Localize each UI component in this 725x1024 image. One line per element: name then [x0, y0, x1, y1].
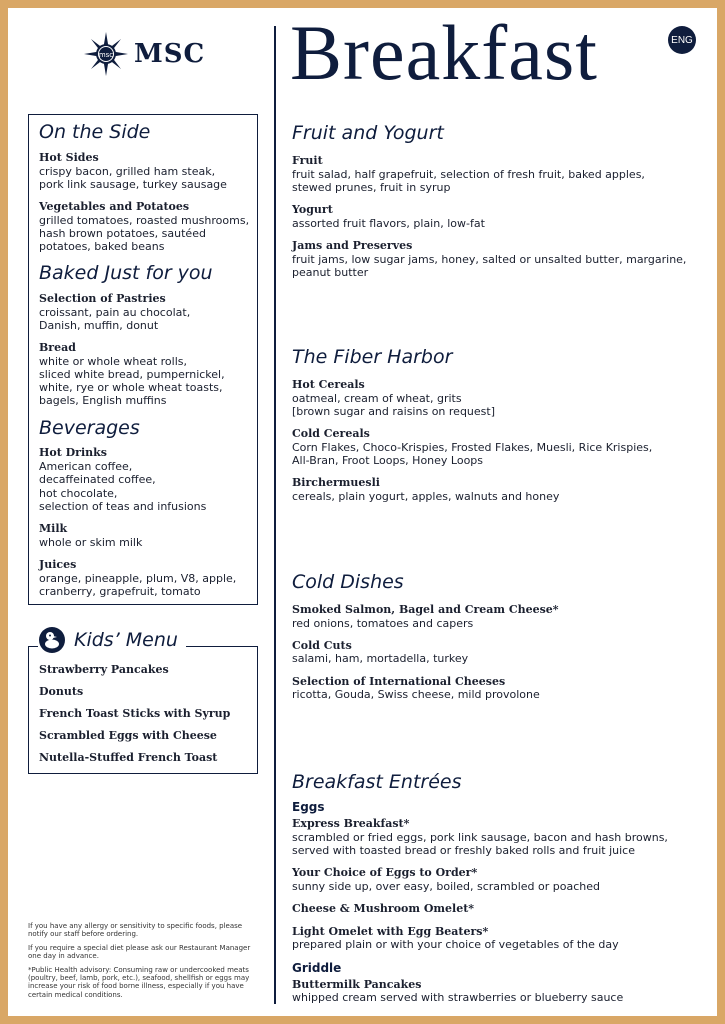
menu-item [39, 446, 254, 513]
menu-item-desc: ricotta, Gouda, Swiss cheese, mild provolone [292, 688, 540, 702]
menu-item-title: Hot Sides [39, 150, 99, 164]
brand-name: MSC [134, 39, 206, 69]
kids-menu-item: Strawberry Pancakes [39, 663, 169, 676]
menu-item-desc: orange, pineapple, plum, V8, apple, cranberry, grapefruit, tomato [39, 571, 237, 598]
page-title: Breakfast [290, 9, 598, 96]
menu-item [292, 427, 707, 467]
menu-item-title: Selection of International Cheeses [292, 674, 506, 688]
section-title: The Fiber Harbor [292, 346, 453, 368]
section-title: On the Side [39, 121, 151, 143]
menu-item [292, 378, 707, 418]
disclaimer [28, 922, 260, 1004]
menu-item-desc: fruit jams, low sugar jams, honey, salted or unsalted butter, margarine, peanut butter [292, 252, 687, 279]
menu-item-title: Your Choice of Eggs to Order* [292, 865, 478, 879]
left-column [39, 121, 254, 607]
svg-text:msc: msc [98, 51, 114, 59]
menu-item [292, 639, 707, 666]
menu-item-title: Bread [39, 341, 76, 355]
menu-item-title: Buttermilk Pancakes [292, 977, 422, 991]
kids-menu-item: Donuts [39, 685, 84, 698]
menu-item-title: Juices [39, 557, 77, 571]
subsection-eggs: Eggs [292, 799, 325, 814]
menu-item [292, 239, 707, 279]
msc-logo [82, 30, 205, 78]
section-title: Baked Just for you [39, 262, 213, 285]
menu-item [292, 866, 707, 893]
menu-item-title: Cold Cuts [292, 638, 352, 652]
menu-item-desc: cereals, plain yogurt, apples, walnuts and honey [292, 489, 560, 503]
kids-menu-header [38, 626, 186, 654]
left-menu-box [28, 114, 258, 605]
disclaimer-paragraph: *Public Health advisory: Consuming raw or undercooked meats (poultry, beef, lamb, pork, etc.), seafood, shellfish or eggs may increase your risk of food borne illness, especially if you have certain medical conditions. [28, 965, 250, 999]
menu-item-desc: sunny side up, over easy, boiled, scrambled or poached [292, 879, 600, 893]
kids-menu-item: Scrambled Eggs with Cheese [39, 729, 217, 742]
menu-item-title: Vegetables and Potatoes [39, 199, 190, 213]
menu-item-desc: fruit salad, half grapefruit, selection of fresh fruit, baked apples, stewed prunes, fruit in syrup [292, 167, 645, 194]
menu-item [292, 817, 707, 857]
kids-menu-item: French Toast Sticks with Syrup [39, 707, 231, 720]
section-fruit-yogurt [292, 122, 707, 288]
menu-item [292, 978, 707, 1005]
menu-item [292, 203, 707, 230]
menu-item-desc: prepared plain or with your choice of vegetables of the day [292, 938, 619, 952]
menu-item-desc: croissant, pain au chocolat, Danish, muffin, donut [39, 305, 191, 332]
menu-item-title: Birchermuesli [292, 476, 380, 490]
section-title: Breakfast Entrées [292, 771, 462, 793]
kids-menu-title: Kids’ Menu [74, 629, 178, 651]
menu-item-desc: grilled tomatoes, roasted mushrooms, hash brown potatoes, sautéed potatoes, baked beans [39, 213, 250, 254]
menu-item [292, 154, 707, 194]
menu-item [39, 558, 254, 598]
language-badge[interactable]: ENG [668, 26, 696, 54]
menu-item-title: Fruit [292, 153, 323, 167]
menu-item-title: Milk [39, 521, 68, 535]
menu-item-desc: American coffee, decaffeinated coffee, hot chocolate, selection of teas and infusions [39, 460, 207, 513]
menu-item [39, 522, 254, 549]
column-divider [274, 26, 276, 1004]
menu-item-desc: white or whole wheat rolls, sliced white bread, pumpernickel, white, rye or whole wheat toasts, bagels, English muffins [39, 354, 225, 408]
disclaimer-paragraph: If you require a special diet please ask our Restaurant Manager one day in advance. [28, 943, 251, 961]
menu-item-title: Jams and Preserves [292, 238, 413, 252]
menu-item [292, 902, 707, 916]
menu-item-desc: crispy bacon, grilled ham steak, pork link sausage, turkey sausage [39, 164, 227, 191]
kids-list [39, 663, 230, 773]
menu-item [292, 925, 707, 952]
menu-item-title: Selection of Pastries [39, 292, 166, 306]
menu-item-title: Express Breakfast* [292, 816, 410, 830]
duck-icon [38, 626, 66, 654]
menu-item-desc: red onions, tomatoes and capers [292, 616, 474, 630]
menu-item-title: Hot Drinks [39, 446, 107, 460]
kids-menu-box [28, 646, 258, 774]
section-cold-dishes [292, 571, 707, 711]
compass-rose-icon [82, 30, 130, 78]
menu-item-title: Cheese & Mushroom Omelet* [292, 901, 475, 915]
section-fiber-harbor [292, 346, 707, 512]
kids-menu-item: Nutella-Stuffed French Toast [39, 751, 218, 764]
menu-item [39, 341, 254, 408]
section-title: Beverages [39, 416, 140, 439]
menu-item-title: Light Omelet with Egg Beaters* [292, 924, 489, 938]
section-breakfast-entrees [292, 771, 707, 1013]
menu-item [39, 151, 254, 191]
section-title: Fruit and Yogurt [292, 122, 444, 144]
menu-item-title: Hot Cereals [292, 377, 365, 391]
menu-item-title: Yogurt [292, 202, 333, 216]
subsection-griddle: Griddle [292, 960, 342, 975]
menu-item [292, 476, 707, 503]
menu-item [292, 675, 707, 702]
menu-item [39, 292, 254, 332]
menu-item-desc: whipped cream served with strawberries or blueberry sauce [292, 991, 624, 1005]
menu-item-title: Smoked Salmon, Bagel and Cream Cheese* [292, 602, 559, 616]
menu-item-desc: assorted fruit flavors, plain, low-fat [292, 216, 485, 230]
menu-item-desc: Corn Flakes, Choco-Krispies, Frosted Flakes, Muesli, Rice Krispies, All-Bran, Froot Loops, Honey Loops [292, 440, 653, 467]
section-title: Cold Dishes [292, 571, 404, 593]
menu-item-desc: salami, ham, mortadella, turkey [292, 652, 469, 666]
menu-item [292, 603, 707, 630]
menu-item-desc: whole or skim milk [39, 535, 143, 549]
menu-page [8, 8, 717, 1016]
menu-item-title: Cold Cereals [292, 426, 370, 440]
menu-item-desc: oatmeal, cream of wheat, grits [brown sugar and raisins on request] [292, 391, 495, 418]
menu-item-desc: scrambled or fried eggs, pork link sausage, bacon and hash browns, served with toasted bread or freshly baked rolls and fruit juice [292, 830, 668, 857]
disclaimer-paragraph: If you have any allergy or sensitivity to specific foods, please notify our staff before ordering. [28, 922, 243, 939]
menu-item [39, 200, 254, 253]
